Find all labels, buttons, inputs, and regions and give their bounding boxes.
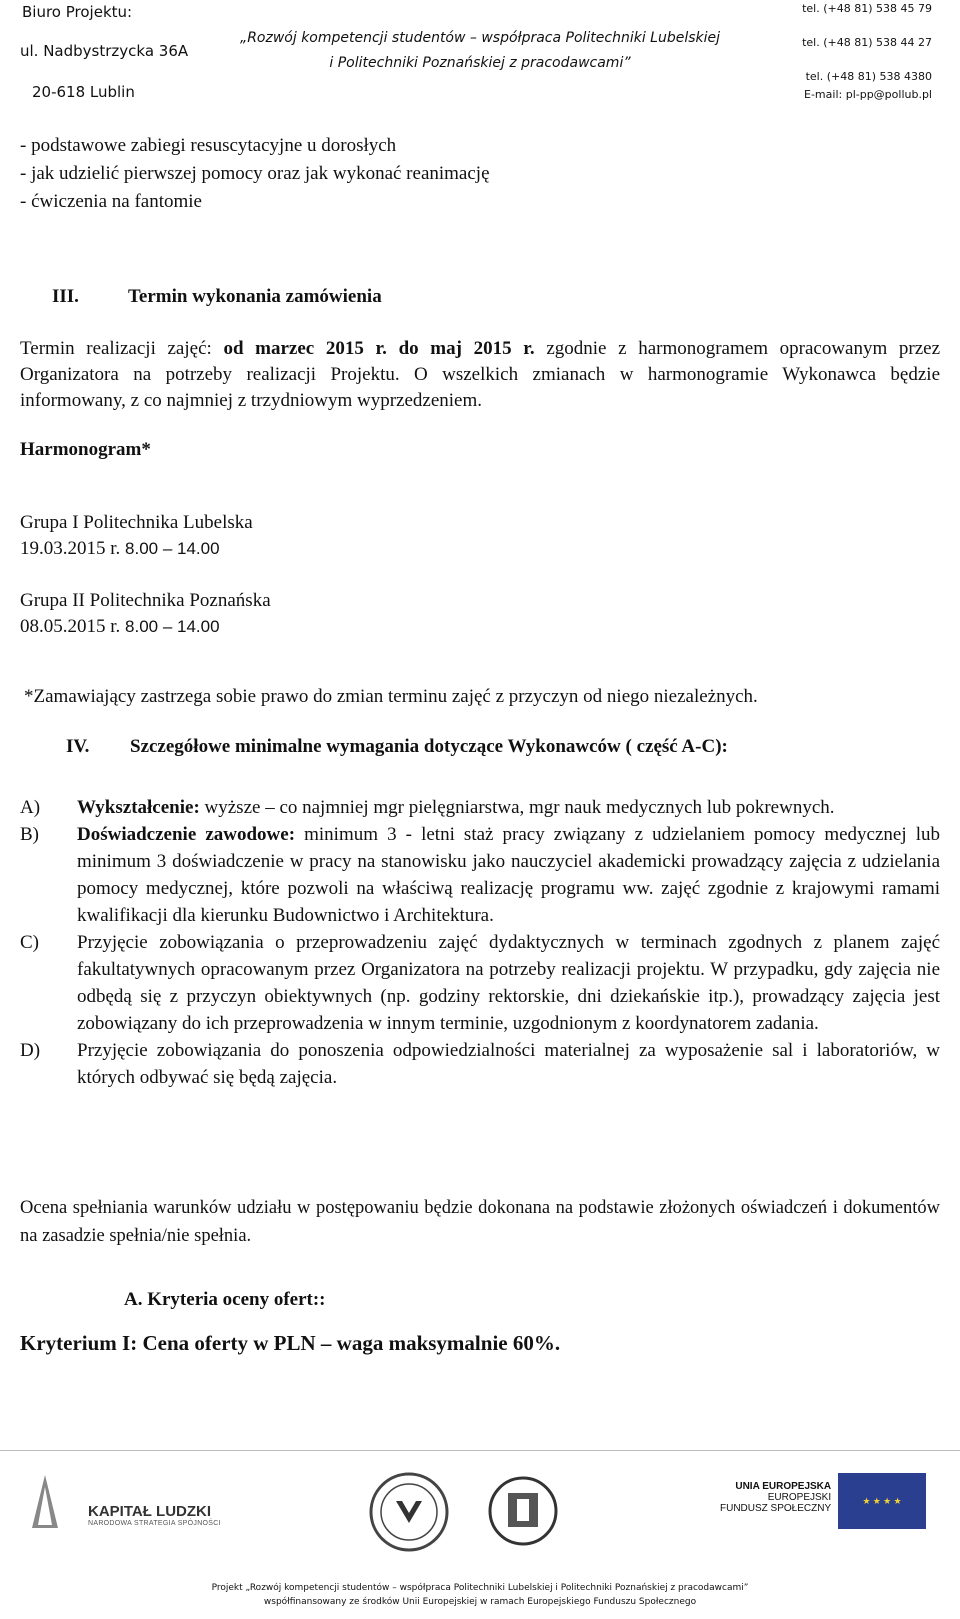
- group2-schedule: [20, 614, 940, 640]
- eu-flag-icon: ★ ★ ★ ★: [838, 1473, 926, 1529]
- item-text: Przyjęcie zobowiązania o przeprowadzeniu zajęć dydaktycznych w terminach zgodnych z planem zajęć fakultatywnych opracowanym przez Organizatora na potrzeby realizacji projektu. W przypadku, gdy zajęcia nie odbędą się z przyczyn obiektywnych (np. godziny rektorskie, dni dziekańskie itp.), prowadzący zajęcia jest zobowiązany do ich przeprowadzenia w innym terminie, uzgodnionym z koordynatorem zadania.: [77, 932, 940, 1034]
- item-label: D): [20, 1040, 41, 1061]
- email-address: E-mail: pl-pp@pollub.pl: [804, 88, 932, 101]
- group2-time: 8.00 – 14.00: [125, 617, 220, 636]
- criterion-1: Kryterium I: Cena oferty w PLN – waga maksymalnie 60%.: [20, 1331, 561, 1355]
- schedule-heading: Harmonogram*: [20, 439, 151, 460]
- phone-3: tel. (+48 81) 538 4380: [805, 70, 932, 83]
- term-label: Termin realizacji zajęć:: [20, 338, 212, 359]
- group1-schedule: [20, 536, 940, 562]
- page-footer: [0, 1450, 960, 1619]
- office-street: ul. Nadbystrzycka 36A: [20, 42, 189, 60]
- phone-1: tel. (+48 81) 538 45 79: [802, 2, 932, 15]
- section-title: Szczegółowe minimalne wymagania dotyczące Wykonawców ( część A-C):: [130, 736, 728, 757]
- term-paragraph: [20, 336, 940, 414]
- schedule-note: *Zamawiający zastrzega sobie prawo do zmian terminu zajęć z przyczyn od niego niezależnych.: [24, 686, 758, 707]
- intro-item: - jak udzielić pierwszej pomocy oraz jak wykonać reanimację: [20, 163, 490, 184]
- eu-line-1: UNIA EUROPEJSKA: [735, 1481, 832, 1492]
- section-number: IV.: [66, 736, 90, 757]
- eu-text: [720, 1481, 831, 1514]
- item-label: B): [20, 824, 39, 845]
- group1-name: Grupa I Politechnika Lubelska: [20, 512, 253, 533]
- item-text: Przyjęcie zobowiązania do ponoszenia odpowiedzialności materialnej za wyposażenie sal i laboratoriów, w których odbywać się będą zajęcia.: [77, 1040, 940, 1088]
- kl-subtitle: NARODOWA STRATEGIA SPÓJNOŚCI: [88, 1520, 221, 1527]
- requirement-item: [20, 1037, 940, 1091]
- university-crest-icon: [488, 1467, 558, 1560]
- office-city: 20-618 Lublin: [32, 83, 135, 101]
- group1-time: 8.00 – 14.00: [125, 539, 220, 558]
- kapital-ludzki-emblem: [30, 1473, 60, 1533]
- section-title: Termin wykonania zamówienia: [128, 286, 382, 307]
- item-text: wyższe – co najmniej mgr pielęgniarstwa, mgr nauk medycznych lub pokrewnych.: [199, 797, 835, 818]
- criteria-heading: A. Kryteria oceny ofert::: [124, 1289, 326, 1310]
- page-header: [0, 0, 960, 110]
- university-seal-icon: [368, 1471, 450, 1558]
- assessment-paragraph: Ocena spełniania warunków udziału w postępowaniu będzie dokonana na podstawie złożonych oświadczeń i dokumentów na zasadzie spełnia/nie spełnia.: [20, 1198, 940, 1246]
- phone-2: tel. (+48 81) 538 44 27: [802, 36, 932, 49]
- eu-line-2: EUROPEJSKI: [767, 1492, 832, 1503]
- group2-date: 08.05.2015 r.: [20, 616, 121, 637]
- requirements-list: [20, 794, 940, 1091]
- group1-date: 19.03.2015 r.: [20, 538, 121, 559]
- item-text: minimum 3 - letni staż pracy związany z udzielaniem pomocy medycznej lub minimum 3 doświadczenie w pracy na stanowisku jako nauczyciel akademicki prowadzący zajęcia z udzielania pomocy medycznej, które pozwoli na właściwą realizację programu ww. zajęć zgodnie z krajowymi ramami kwalifikacji dla kierunku Budownictwo i Architektura.: [77, 824, 940, 926]
- item-label: A): [20, 797, 41, 818]
- intro-item: - ćwiczenia na fantomie: [20, 191, 202, 212]
- item-bold: Doświadczenie zawodowe:: [77, 824, 296, 845]
- footer-cofinanced-line: współfinansowany ze środków Unii Europejskiej w ramach Europejskiego Funduszu Społecznego: [263, 1597, 697, 1607]
- item-bold: Wykształcenie:: [77, 797, 200, 818]
- requirement-item: [20, 794, 940, 821]
- group2-name: Grupa II Politechnika Poznańska: [20, 590, 271, 611]
- intro-item: - podstawowe zabiegi resuscytacyjne u dorosłych: [20, 135, 397, 156]
- kapital-ludzki-logo: [88, 1503, 221, 1527]
- project-title-line1: „Rozwój kompetencji studentów – współpraca Politechniki Lubelskiej: [239, 30, 721, 46]
- footer-project-line: Projekt „Rozwój kompetencji studentów – współpraca Politechniki Lubelskiej i Politechniki Poznańskiej z pracodawcami”: [211, 1583, 749, 1593]
- eu-line-3: FUNDUSZ SPOŁECZNY: [720, 1503, 832, 1514]
- requirement-item: [20, 821, 940, 929]
- project-office-label: Biuro Projektu:: [22, 3, 133, 21]
- requirement-item: [20, 929, 940, 1037]
- section-number: III.: [52, 286, 79, 307]
- project-title-line2: i Politechniki Poznańskiej z pracodawcami”: [329, 55, 631, 71]
- item-label: C): [20, 932, 39, 953]
- term-dates: od marzec 2015 r. do maj 2015 r.: [223, 338, 535, 359]
- kl-title: KAPITAŁ LUDZKI: [88, 1503, 212, 1520]
- term-details: zgodnie z harmonogramem opracowanym przez Organizatora na potrzeby realizacji Projektu. O wszelkich zmianach w harmonogramie Wykonawca będzie informowany, z co najmniej z trzydniowym wyprzedzeniem.: [20, 338, 941, 411]
